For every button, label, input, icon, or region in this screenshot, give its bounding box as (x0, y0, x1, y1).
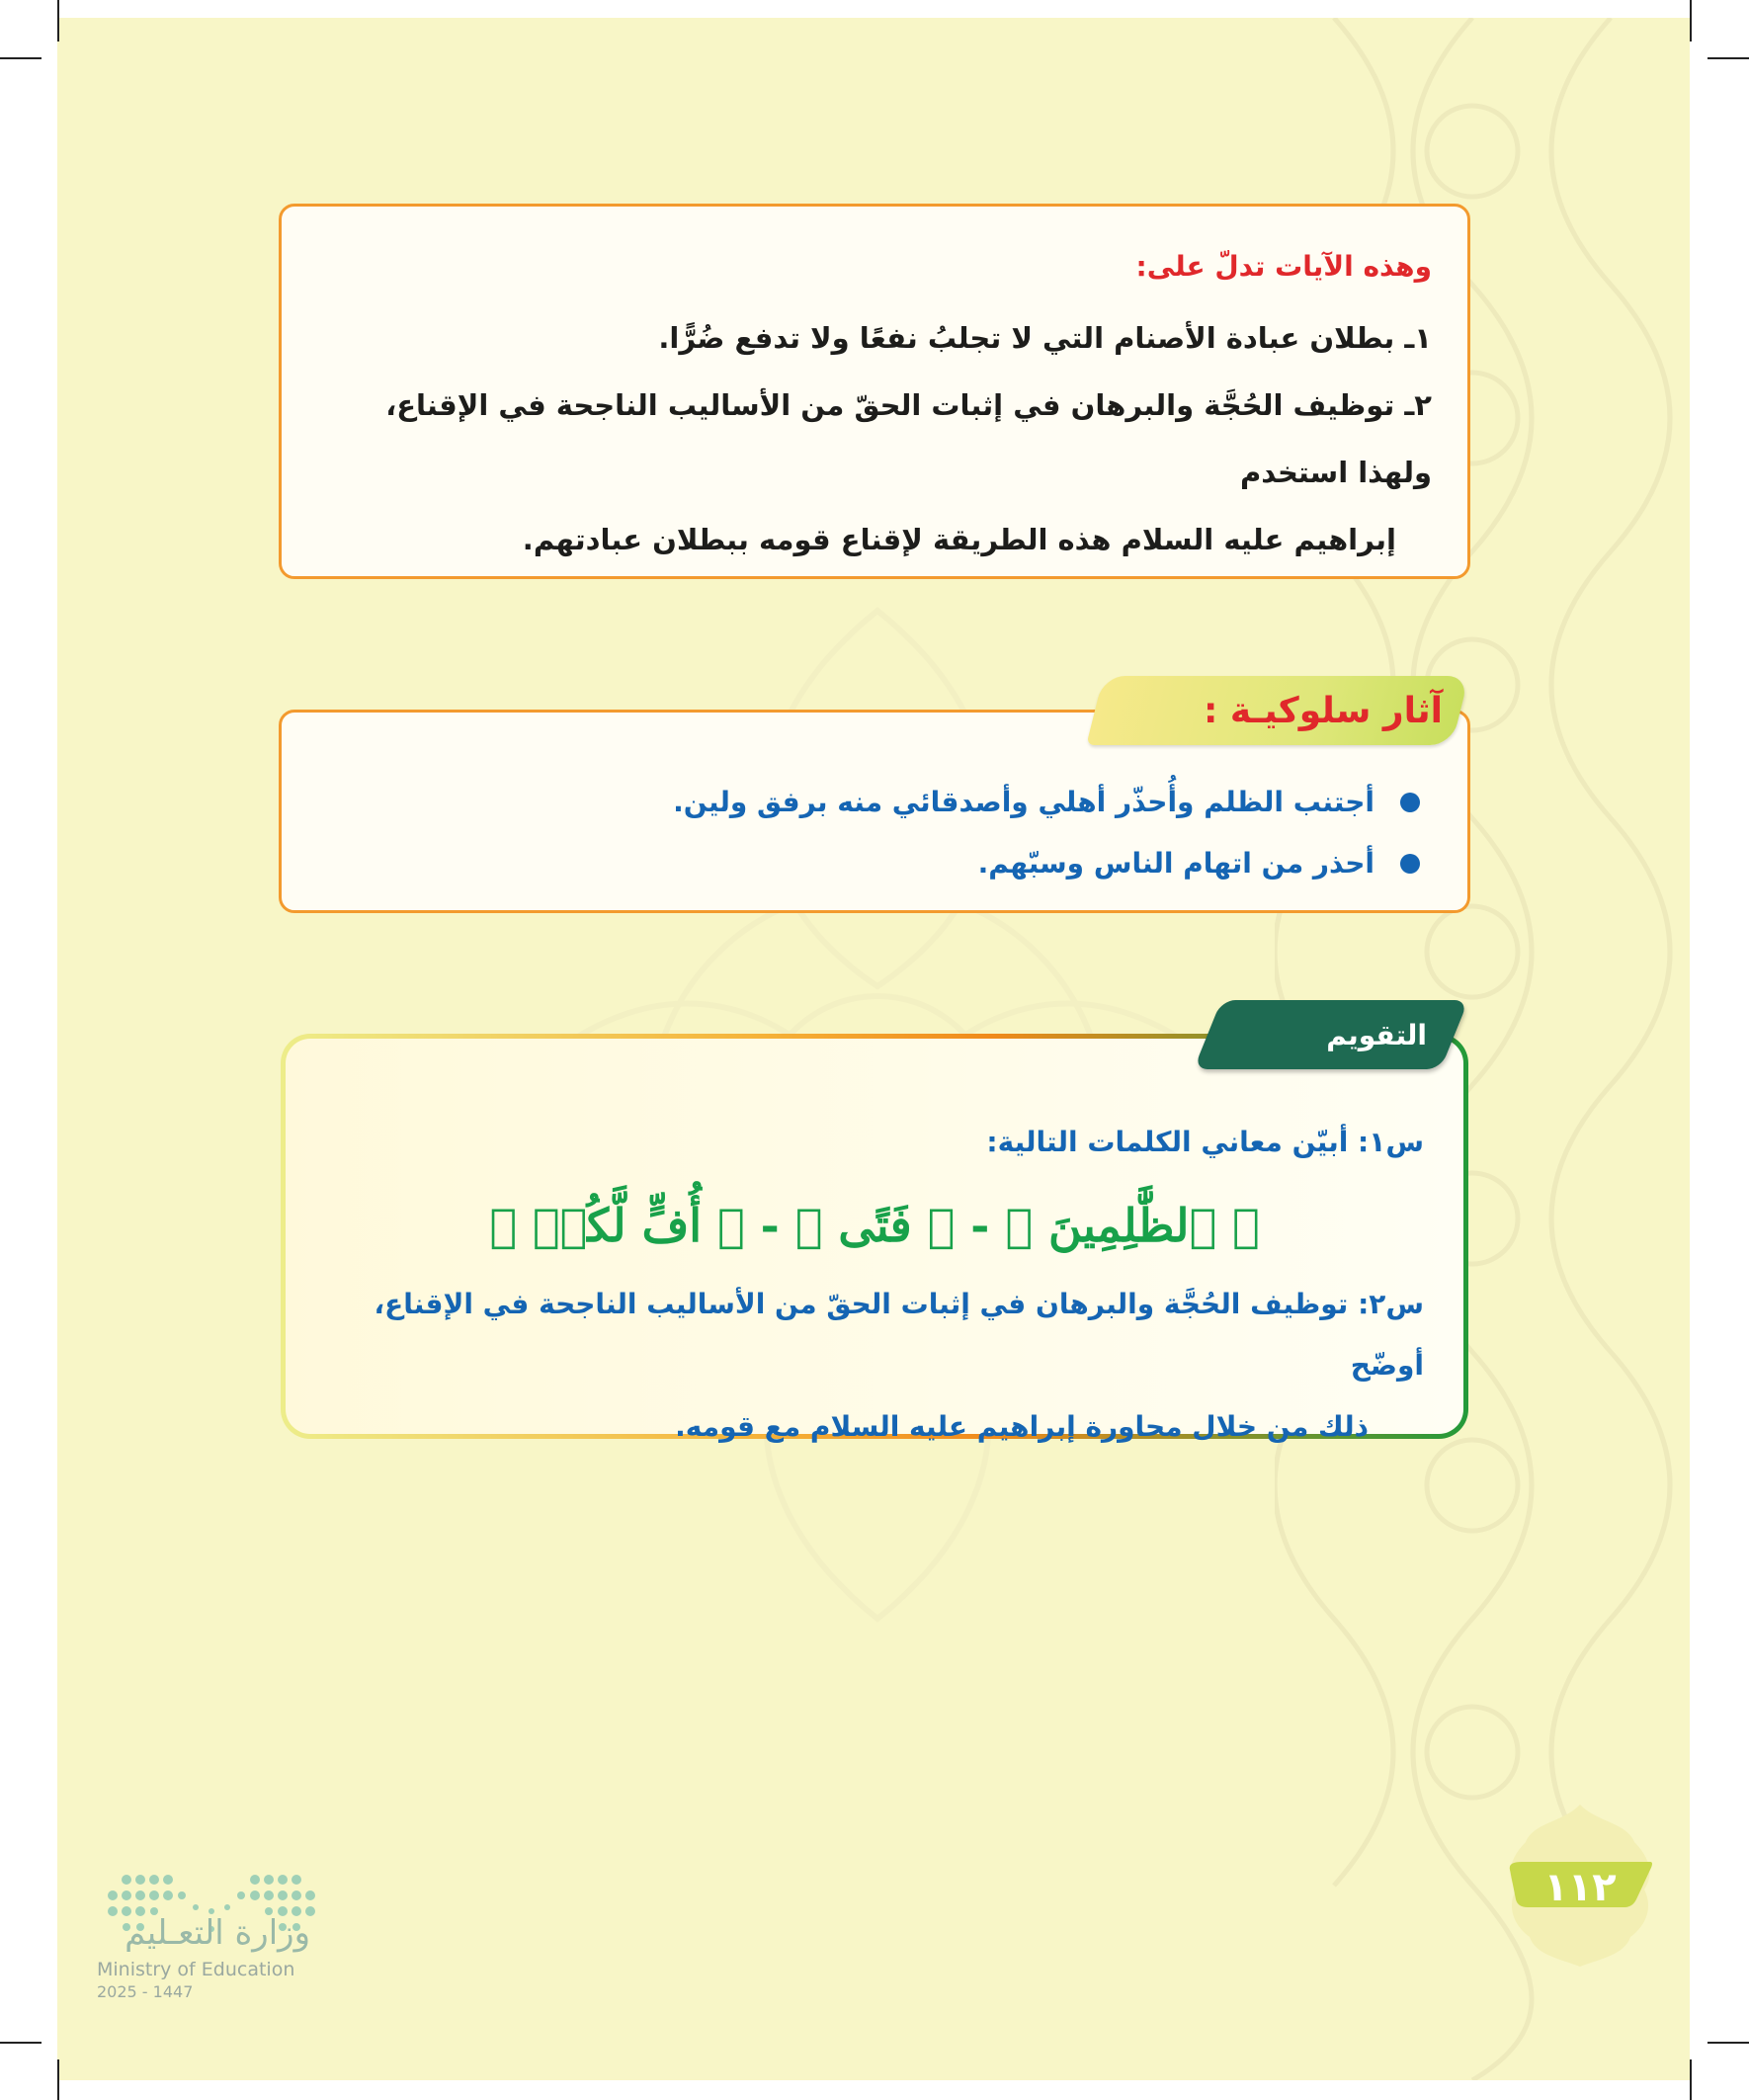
conclusion-item-1: ١ـ بطلان عبادة الأصنام التي لا تجلبُ نفعًا ولا تدفع ضُرًّا. (658, 321, 1432, 355)
conclusions-heading: وهذه الآيات تدلّ على: (1135, 250, 1432, 283)
crop-mark (57, 0, 59, 42)
bullet-dot-icon (1400, 793, 1420, 812)
behavior-item-text: أحذر من اتهام الناس وسبّهم. (977, 847, 1374, 880)
crop-mark (1690, 0, 1692, 42)
behavior-item-text: أجتنب الظلم وأُحذّر أهلي وأصدقائي منه برفق ولين. (673, 786, 1374, 818)
question-2: س٢: توظيف الحُجَّة والبرهان في إثبات الحقّ من الأساليب الناجحة في الإقناع، أوضّح (374, 1288, 1424, 1382)
crop-mark (1707, 57, 1749, 59)
crop-mark (1690, 2059, 1692, 2100)
conclusions-box (279, 204, 1470, 579)
crop-mark (1707, 2042, 1749, 2044)
ministry-name-english: Ministry of Education (97, 1959, 295, 1980)
evaluation-box (281, 1034, 1468, 1443)
behavior-list-item (329, 833, 1420, 894)
crop-mark (0, 2042, 42, 2044)
evaluation-title: التقويم (1326, 1018, 1427, 1051)
page-number: ١١٢ (1543, 1865, 1617, 1910)
ministry-name-arabic: وزارة التعـليم (125, 1913, 310, 1953)
question-1: س١: أبيّن معاني الكلمات التالية: (986, 1126, 1424, 1158)
bullet-dot-icon (1400, 854, 1420, 874)
crop-mark (0, 57, 42, 59)
conclusion-item-2-continued: إبراهيم عليه السلام هذه الطريقة لإقناع قومه ببطلان عبادتهم. (522, 523, 1396, 556)
quranic-words: ﴿ ٱلظَّٰلِمِينَ ﴾ - ﴿ فَتًى ﴾ - ﴿ أُفٍّ لَّكُمۡ ﴾ (489, 1199, 1260, 1252)
conclusion-item-2: ٢ـ توظيف الحُجَّة والبرهان في إثبات الحقّ من الأساليب الناجحة في الإقناع، ولهذا استخدم (385, 388, 1432, 489)
question-2-continued: ذلك من خلال محاورة إبراهيم عليه السلام مع قومه. (675, 1410, 1369, 1443)
ministry-year: 2025 - 1447 (97, 1982, 194, 2001)
behavior-list-item (329, 772, 1420, 833)
crop-mark (57, 2059, 59, 2100)
behavioral-effects-title: آثار سلوكيـة : (1204, 690, 1443, 731)
